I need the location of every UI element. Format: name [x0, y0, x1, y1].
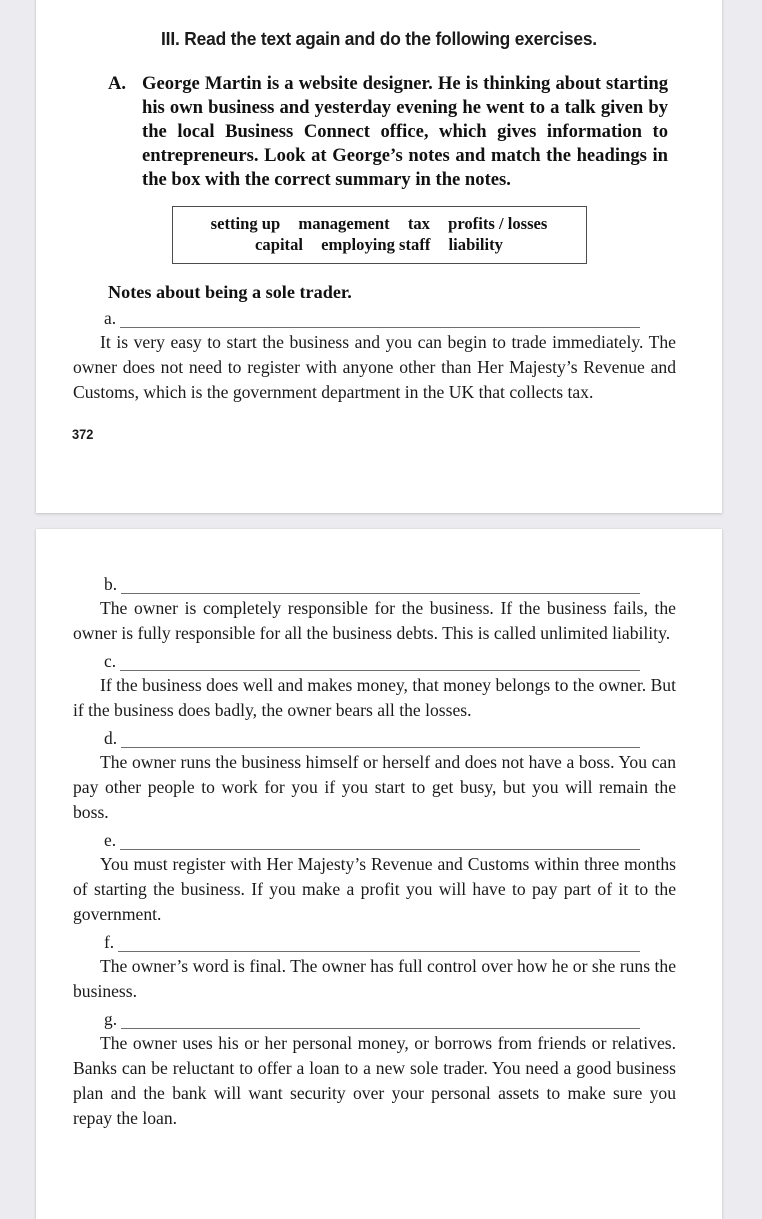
note-answer-row [68, 729, 690, 748]
note-answer-row [68, 575, 690, 594]
note-item-b [68, 575, 690, 646]
note-paragraph: If the business does well and makes money, that money belongs to the owner. But if the business does badly, the owner bears all the losses. [73, 675, 676, 720]
note-label: e. [104, 830, 117, 850]
note-paragraph: The owner runs the business himself or herself and does not have a boss. You can pay other people to work for you if you start to get busy, but you will remain the boss. [73, 752, 676, 822]
note-paragraph: The owner’s word is final. The owner has full control over how he or she runs the business. [73, 956, 676, 1001]
word-bank-row-1 [187, 213, 572, 234]
note-answer-blank[interactable] [120, 657, 640, 671]
note-answer-blank[interactable] [118, 938, 640, 952]
textbook-page-372 [36, 0, 722, 513]
note-item-e [68, 831, 690, 927]
note-answer-blank[interactable] [120, 836, 640, 850]
note-answer-row [68, 933, 690, 952]
note-answer-row [68, 831, 690, 850]
word-bank-item[interactable]: liability [448, 235, 503, 254]
word-bank-item[interactable]: capital [255, 235, 303, 254]
part-instructions: George Martin is a website designer. He is thinking about starting his own business and yesterday evening he went to a talk given by the local Business Connect office, which gives information to entrepreneurs. Look at George’s notes and match the headings in the box with the correct summary in the notes. [142, 73, 668, 190]
note-paragraph: The owner uses his or her personal money, or borrows from friends or relatives. Banks can be reluctant to offer a loan to a new sole trader. You need a good business plan and the bank will want security over your personal assets to make sure you repay the loan. [73, 1033, 676, 1128]
note-label: d. [104, 728, 118, 748]
word-bank-item[interactable]: profits / losses [448, 214, 548, 233]
word-bank-item[interactable]: management [298, 214, 390, 233]
word-bank-item[interactable]: tax [407, 214, 430, 233]
note-answer-blank[interactable] [121, 734, 640, 748]
note-label: c. [104, 651, 117, 671]
note-answer-row [68, 309, 690, 328]
part-letter: A. [108, 73, 127, 94]
note-item-c [68, 652, 690, 723]
note-item-f [68, 933, 690, 1004]
note-paragraph: You must register with Her Majesty’s Revenue and Customs within three months of starting the business. If you make a profit you will have to pay part of it to the government. [73, 854, 676, 924]
page-title: III. Read the text again and do the following exercises. [161, 28, 597, 49]
exercise-part-a [68, 72, 690, 192]
note-answer-blank[interactable] [120, 314, 640, 328]
word-bank-item[interactable]: employing staff [321, 235, 431, 254]
word-bank-row-2 [187, 234, 572, 255]
note-item-d [68, 729, 690, 825]
word-bank-box [172, 206, 587, 264]
word-bank-container [68, 206, 690, 264]
note-label: f. [104, 932, 115, 952]
note-paragraph: The owner is completely responsible for the business. If the business fails, the owner is fully responsible for all the business debts. This is called unlimited liability. [73, 598, 676, 643]
note-paragraph: It is very easy to start the business and you can begin to trade immediately. The owner does not need to register with anyone other than Her Majesty’s Revenue and Customs, which is the government department in the UK that collects tax. [73, 332, 676, 402]
note-answer-blank[interactable] [121, 580, 640, 594]
note-item-g [68, 1010, 690, 1131]
note-label: g. [104, 1009, 118, 1029]
textbook-page-next [36, 529, 722, 1219]
note-label: a. [104, 308, 117, 328]
notes-heading: Notes about being a sole trader. [108, 282, 352, 302]
note-answer-row [68, 1010, 690, 1029]
note-answer-blank[interactable] [121, 1015, 640, 1029]
note-answer-row [68, 652, 690, 671]
note-label: b. [104, 574, 118, 594]
page-number: 372 [72, 427, 94, 442]
word-bank-item[interactable]: setting up [210, 214, 281, 233]
note-item-a [68, 309, 690, 405]
